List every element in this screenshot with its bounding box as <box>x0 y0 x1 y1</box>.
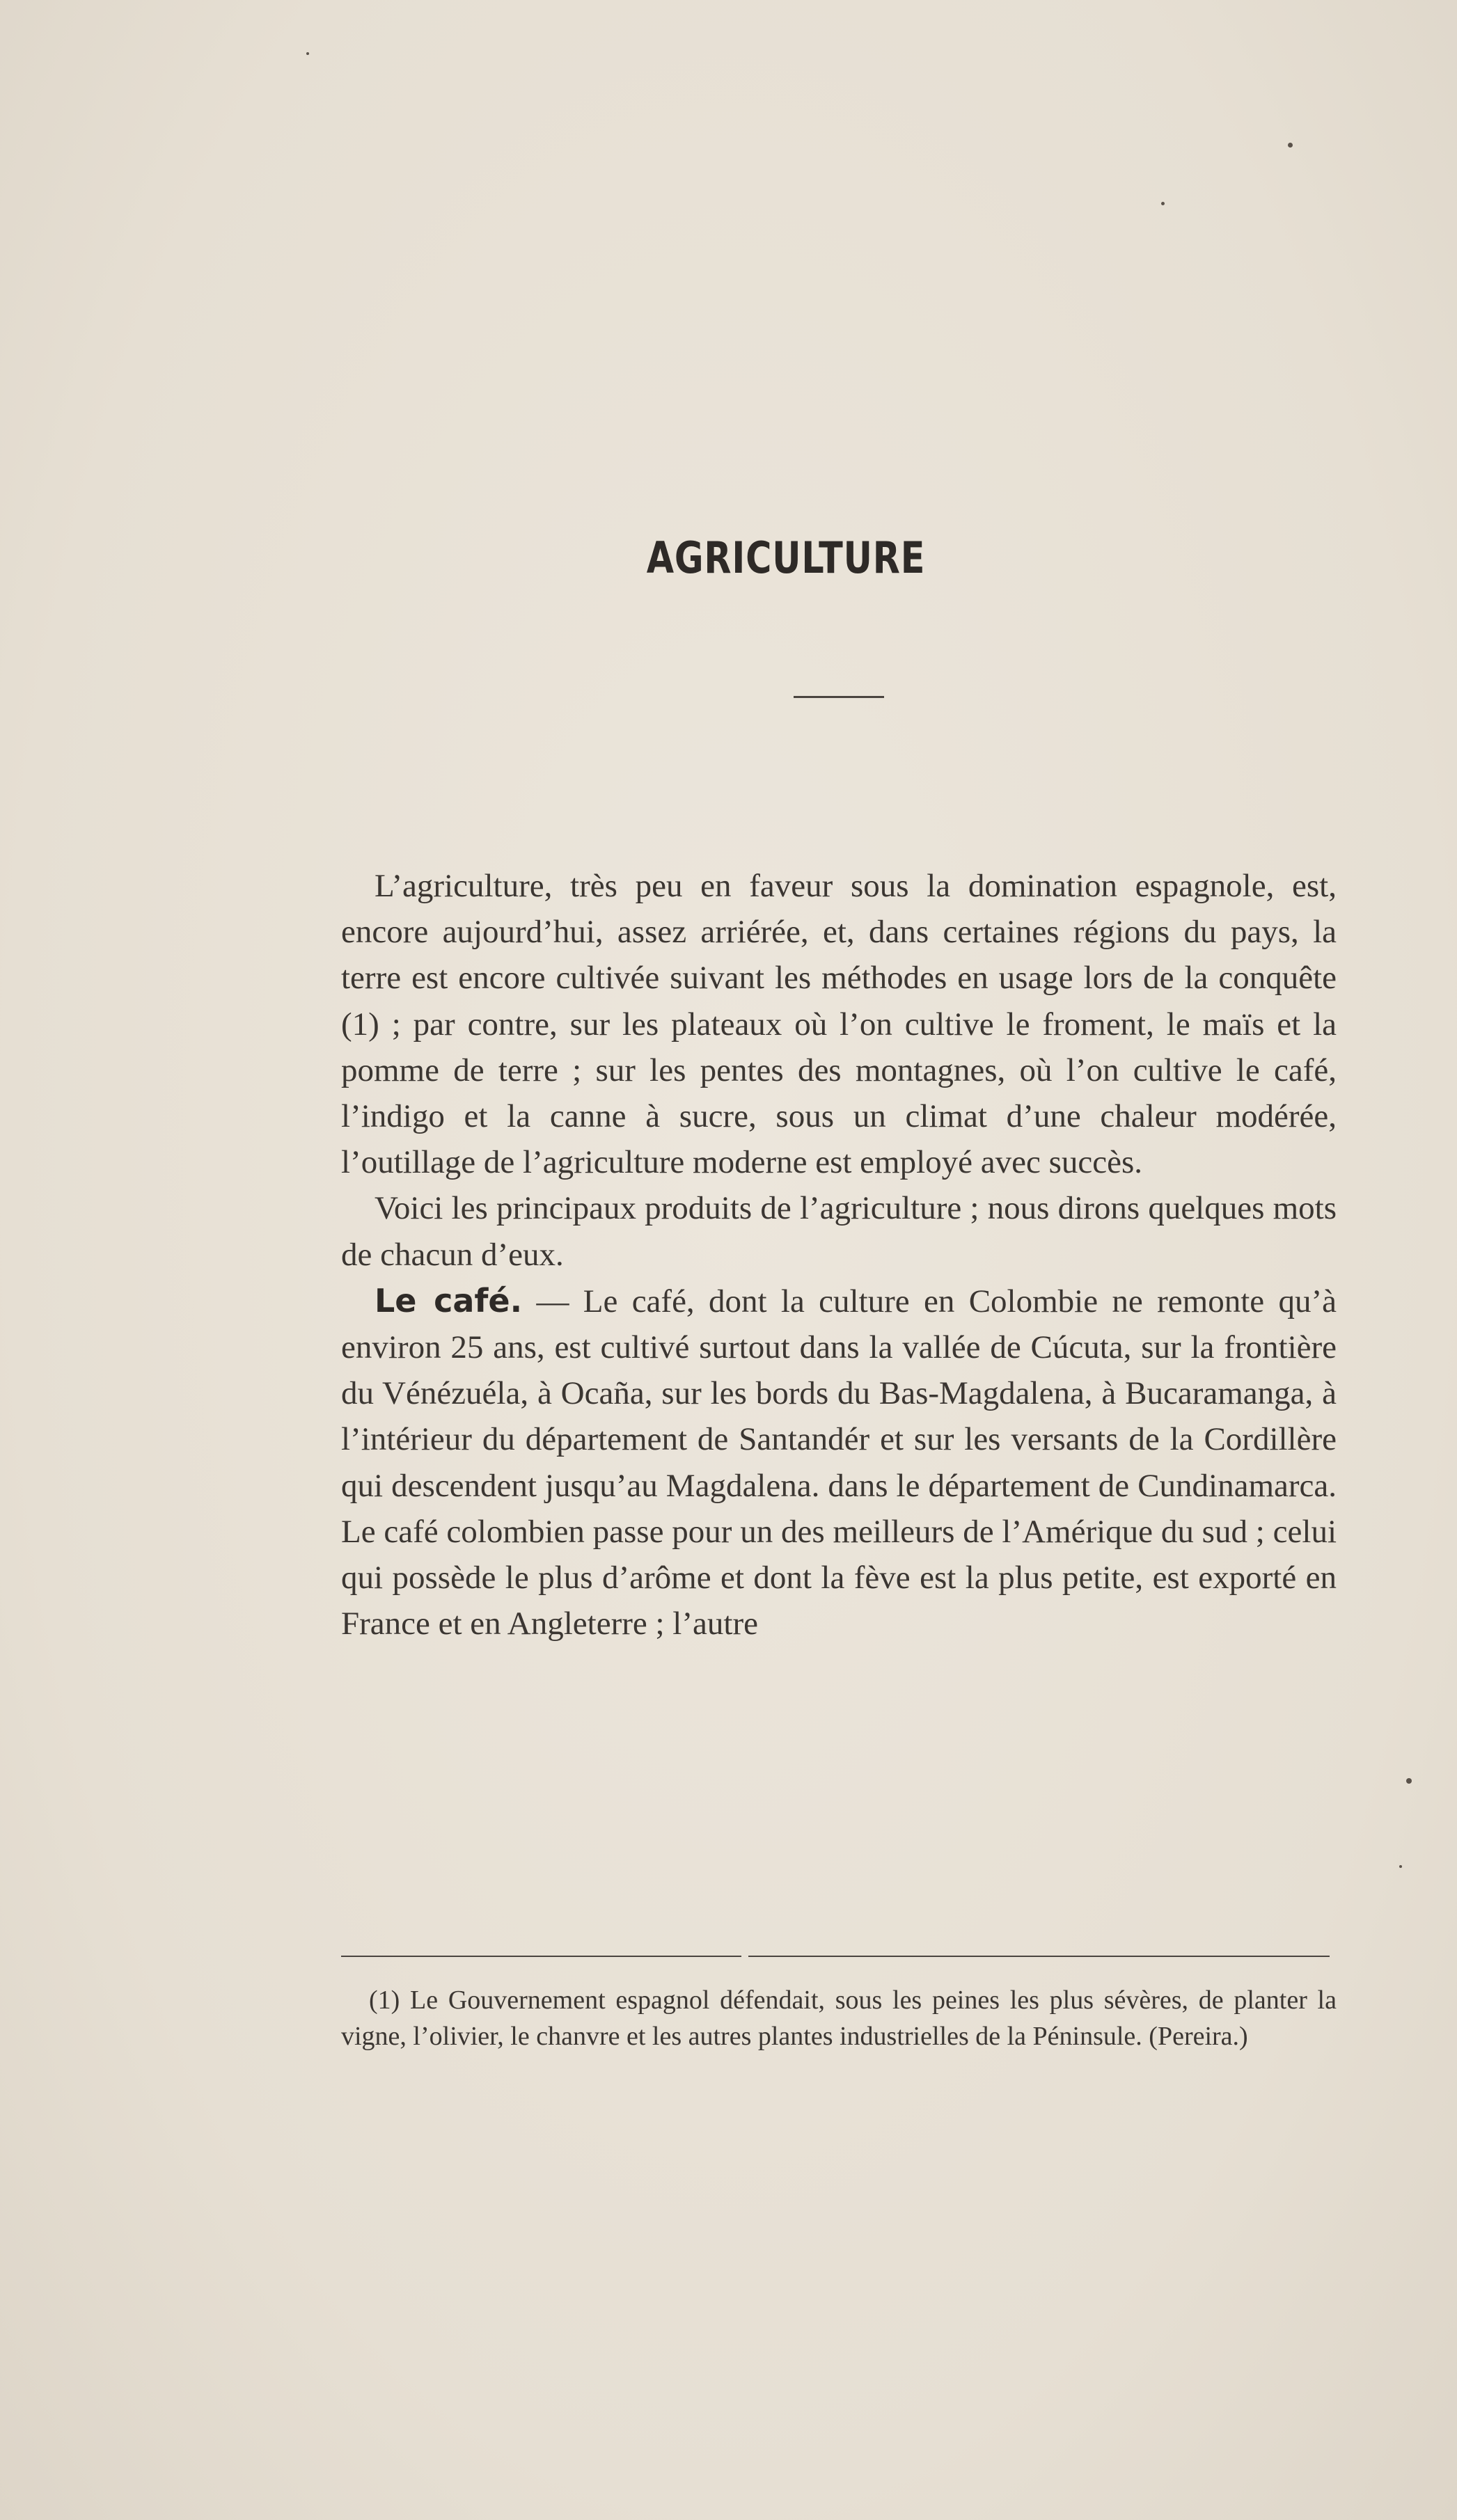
paragraph <box>341 1278 1337 1647</box>
body-text <box>341 863 1337 1647</box>
footnote-rule-left <box>341 1956 741 1957</box>
paragraph-text: Voici les principaux produits de l’agriculture ; nous dirons quelques mots de chacun d’eux. <box>341 1190 1337 1273</box>
footnote <box>341 1982 1337 2054</box>
paragraph-text: — Le café, dont la culture en Colombie ne remonte qu’à environ 25 ans, est cultivé surtout dans la vallée de Cúcuta, sur la frontière du Vénézuéla, à Ocaña, sur les bords du Bas-Magdalena, à Bucaramanga, à l’intérieur du département de Santandér et sur les versants de la Cordillère qui descendent jusqu’au Magdalena. dans le département de Cundinamarca. Le café colombien passe pour un des meilleurs de l’Amérique du sud ; celui qui possède le plus d’arôme et dont la fève est la plus petite, est exporté en France et en Angleterre ; l’autre <box>341 1283 1337 1642</box>
paragraph <box>341 1185 1337 1277</box>
paragraph-text: L’agriculture, très peu en faveur sous la domination espagnole, est, encore aujourd’hui, assez arriérée, et, dans certaines régions du pays, la terre est encore cultivée suivant les méthodes en usage lors de la conquête (1) ; par contre, sur les plateaux où l’on cultive le froment, le maïs et la pomme de terre ; sur les pentes des montagnes, où l’on cultive le café, l’indigo et la canne à sucre, sous un climat d’une chaleur modérée, l’outillage de l’agriculture moderne est employé avec succès. <box>341 868 1337 1181</box>
paper-speck <box>1161 202 1165 205</box>
paper-speck <box>1399 1865 1402 1868</box>
section-runin-heading: Le café. <box>375 1281 523 1320</box>
footnote-rule-right <box>748 1956 1330 1957</box>
title-divider <box>794 696 884 698</box>
footnote-text: (1) Le Gouvernement espagnol défendait, sous les peines les plus sévères, de planter la vigne, l’olivier, le chanvre et les autres plantes industrielles de la Péninsule. (Pereira.) <box>341 1986 1337 2051</box>
chapter-title: AGRICULTURE <box>646 532 926 583</box>
paper-speck <box>306 52 309 55</box>
paper-speck <box>1288 143 1293 148</box>
paragraph <box>341 863 1337 1185</box>
paper-speck <box>1406 1778 1412 1784</box>
